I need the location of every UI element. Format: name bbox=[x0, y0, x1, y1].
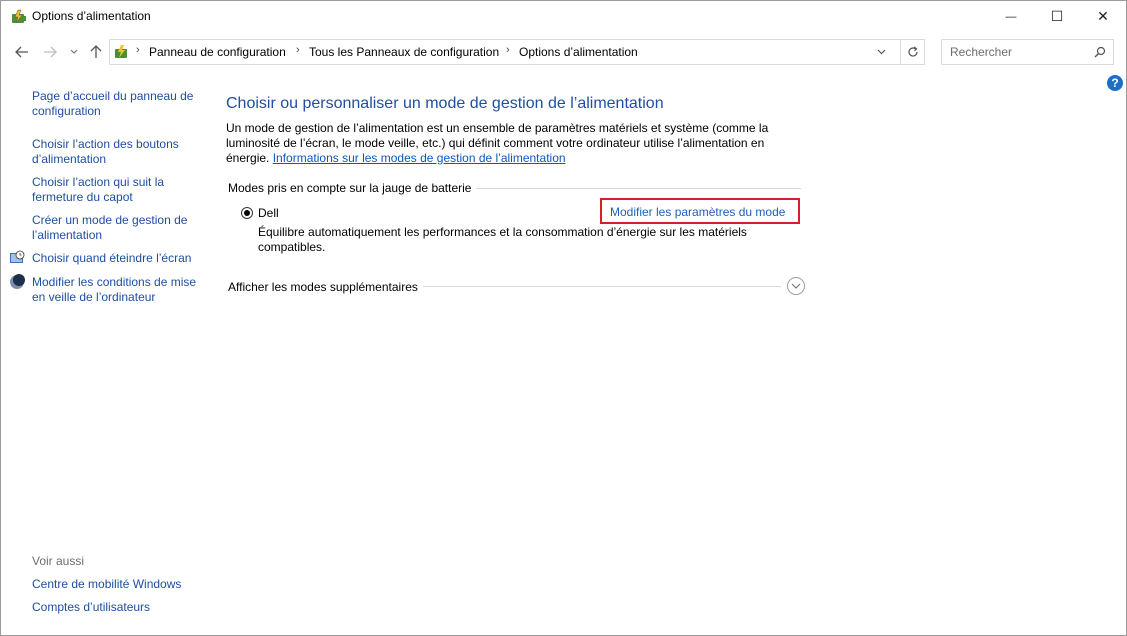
modify-plan-settings-highlight bbox=[600, 198, 800, 224]
sidebar-item-sleep[interactable]: Modifier les conditions de mise en veille de l’ordinateur bbox=[32, 275, 197, 304]
control-panel-icon bbox=[113, 43, 131, 61]
search-box[interactable] bbox=[941, 39, 1114, 65]
address-bar[interactable] bbox=[109, 39, 925, 65]
description-text: Un mode de gestion de l’alimentation est un ensemble de paramètres matériels et système (comme la luminosité de l’écran, le mode veille, etc.) qui définit comment votre ordinateur utilise l’alimentation en énergie. bbox=[226, 121, 769, 165]
breadcrumb-control-panel[interactable]: Panneau de configuration bbox=[149, 45, 286, 59]
moon-icon bbox=[9, 274, 25, 290]
maximize-icon: ☐ bbox=[1050, 8, 1064, 24]
minimize-icon: — bbox=[1005, 10, 1017, 23]
breadcrumb-separator[interactable]: › bbox=[506, 44, 510, 56]
forward-button[interactable] bbox=[39, 42, 61, 62]
radio-selected-dot bbox=[244, 210, 250, 216]
search-placeholder: Rechercher bbox=[950, 45, 1013, 59]
breadcrumb-all-panels[interactable]: Tous les Panneaux de configuration bbox=[309, 45, 500, 59]
expand-more-plans-button[interactable] bbox=[787, 277, 805, 295]
window-title: Options d’alimentation bbox=[32, 9, 151, 23]
breadcrumb-separator[interactable]: › bbox=[296, 44, 300, 56]
search-icon[interactable] bbox=[1094, 46, 1106, 58]
plan-description: Équilibre automatiquement les performances et la consommation d’énergie sur les matériels compatibles. bbox=[258, 225, 747, 254]
refresh-button[interactable] bbox=[902, 40, 924, 64]
page-title: Choisir ou personnaliser un mode de gestion de l’alimentation bbox=[226, 95, 664, 112]
up-button[interactable] bbox=[85, 42, 107, 62]
sidebar-item-lid-close[interactable]: Choisir l’action qui suit la fermeture du capot bbox=[32, 175, 165, 204]
back-button[interactable] bbox=[11, 42, 33, 62]
see-also-mobility-center[interactable]: Centre de mobilité Windows bbox=[32, 577, 182, 591]
close-icon: ✕ bbox=[1097, 8, 1109, 24]
plans-info-link[interactable]: Informations sur les modes de gestion de l’alimentation bbox=[272, 151, 566, 165]
section-divider bbox=[476, 188, 801, 189]
page-description bbox=[226, 121, 786, 166]
sidebar-item-home[interactable]: Page d’accueil du panneau de configuration bbox=[32, 89, 194, 118]
sidebar-item-create-plan[interactable]: Créer un mode de gestion de l’alimentation bbox=[32, 213, 188, 242]
chevron-down-icon bbox=[877, 49, 886, 55]
plan-radio-dell[interactable] bbox=[241, 207, 253, 219]
chevron-down-icon bbox=[791, 283, 801, 289]
refresh-icon bbox=[907, 46, 919, 58]
see-also-heading: Voir aussi bbox=[32, 554, 85, 568]
sidebar-item-power-buttons[interactable]: Choisir l’action des boutons d’alimentation bbox=[32, 137, 179, 166]
modify-plan-settings-link[interactable]: Modifier les paramètres du mode bbox=[610, 205, 786, 219]
screen-clock-icon bbox=[9, 250, 25, 266]
forward-arrow-icon bbox=[43, 46, 57, 58]
more-plans-divider bbox=[423, 286, 781, 287]
back-arrow-icon bbox=[15, 46, 29, 58]
help-icon: ? bbox=[1111, 76, 1119, 90]
recent-locations-button[interactable] bbox=[63, 42, 85, 62]
breadcrumb-separator: › bbox=[136, 44, 140, 56]
minimize-button[interactable] bbox=[988, 1, 1034, 32]
see-also-user-accounts[interactable]: Comptes d’utilisateurs bbox=[32, 600, 151, 614]
maximize-button[interactable] bbox=[1034, 1, 1080, 32]
plan-name[interactable]: Dell bbox=[258, 206, 279, 220]
sidebar-item-screen-off[interactable]: Choisir quand éteindre l’écran bbox=[32, 251, 192, 265]
chevron-down-icon bbox=[70, 49, 78, 55]
up-arrow-icon bbox=[90, 45, 102, 59]
address-dropdown-button[interactable] bbox=[870, 40, 892, 64]
help-button[interactable] bbox=[1107, 75, 1123, 91]
breadcrumb-power-options[interactable]: Options d’alimentation bbox=[519, 45, 638, 59]
power-options-icon bbox=[10, 8, 28, 26]
show-more-plans-label[interactable]: Afficher les modes supplémentaires bbox=[228, 280, 418, 294]
title-bar bbox=[1, 1, 1126, 32]
address-divider bbox=[900, 40, 901, 64]
battery-plans-section-label: Modes pris en compte sur la jauge de batterie bbox=[228, 181, 472, 195]
close-button[interactable] bbox=[1080, 1, 1126, 32]
